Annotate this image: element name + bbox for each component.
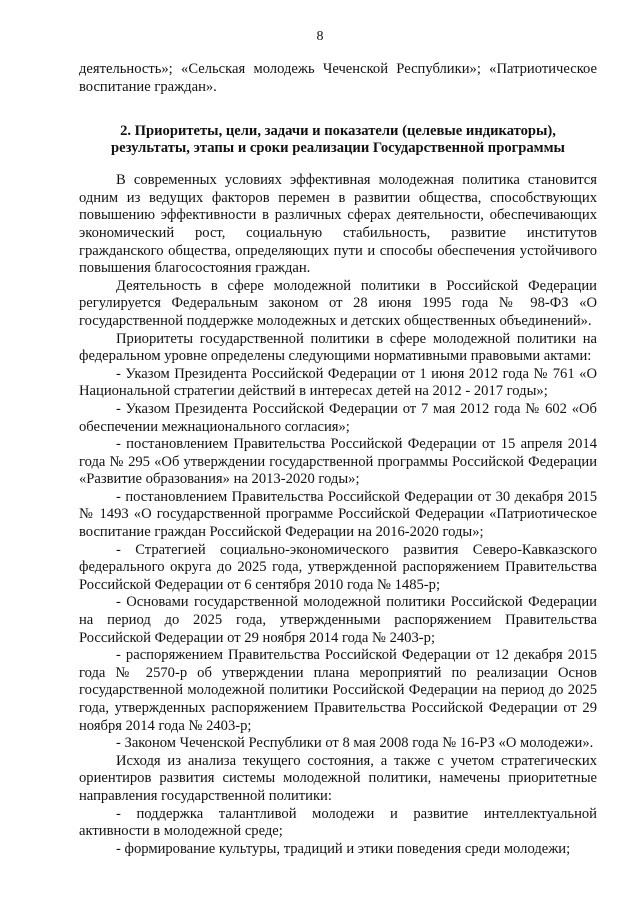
paragraph-federal-law: Деятельность в сфере молодежной политики в Российской Федерации регулируется Федеральным законом от 28 июня 1995 года № 98-ФЗ «О государственной поддержке молодежных и детских общественных объединений». <box>79 277 597 329</box>
list-item-decree-761: - Указом Президента Российской Федерации от 1 июня 2012 года № 761 «О Национальной стратегии действий в интересах детей на 2012 - 2017 годы»; <box>79 365 597 400</box>
paragraph-priorities-intro: Приоритеты государственной политики в сфере молодежной политики на федеральном уровне определены следующими нормативными правовыми актами: <box>79 330 597 365</box>
page-number: 8 <box>316 29 324 44</box>
list-item-chechen-law: - Законом Чеченской Республики от 8 мая 2008 года № 16-РЗ «О молодежи». <box>116 735 594 752</box>
list-item-youth-policy-basics: - Основами государственной молодежной политики Российской Федерации на период до 2025 года, утвержденными распоряжением Правительства Российской Федерации от 29 ноября 2014 года № 2403-р; <box>79 594 597 646</box>
section-heading <box>79 123 597 157</box>
paragraph-directions-intro: Исходя из анализа текущего состояния, а также с учетом стратегических ориентиров развития системы молодежной политики, намечены приоритетные направления государственной политики: <box>79 752 597 804</box>
intro-paragraph: деятельность»; «Сельская молодежь Чеченской Республики»; «Патриотическое воспитание граждан». <box>79 61 597 95</box>
paragraph-context: В современных условиях эффективная молодежная политика становится одним из ведущих факторов перемен в развитии общества, способствующих повышению эффективности в различных сферах деятельности, обеспечивающих экономический рост, социальную стабильность, развитие институтов гражданского общества, определяющих пути и способы обеспечения устойчивого повышения благосостояния граждан. <box>79 172 597 277</box>
list-item-strategy-nkfo: - Стратегией социально-экономического развития Северо-Кавказского федерального округа до 2025 года, утвержденной распоряжением Правительства Российской Федерации от 6 сентября 2010 года № 1485-р; <box>79 541 597 593</box>
page-content <box>79 61 597 858</box>
section-heading-line-2: результаты, этапы и сроки реализации Государственной программы <box>111 140 565 157</box>
section-heading-line-1: 2. Приоритеты, цели, задачи и показатели (целевые индикаторы), <box>120 123 556 140</box>
list-item-talented-youth: - поддержка талантливой молодежи и развитие интеллектуальной активности в молодежной среде; <box>79 805 597 840</box>
list-item-order-2570: - распоряжением Правительства Российской Федерации от 12 декабря 2015 года № 2570-р об утверждении плана мероприятий по реализации Основ государственной молодежной политики Российской Федерации на период до 2025 года, утвержденных распоряжением Правительства Российской Федерации от 29 ноября 2014 года № 2403-р; <box>79 647 597 734</box>
list-item-resolution-295: - постановлением Правительства Российской Федерации от 15 апреля 2014 года № 295 «Об утверждении государственной программы Российской Федерации «Развитие образования» на 2013-2020 годы»; <box>79 436 597 488</box>
list-item-culture-traditions: - формирование культуры, традиций и этики поведения среди молодежи; <box>116 840 571 857</box>
list-item-resolution-1493: - постановлением Правительства Российской Федерации от 30 декабря 2015 № 1493 «О государственной программе Российской Федерации «Патриотическое воспитание граждан Российской Федерации на 2016-2020 годы»; <box>79 488 597 541</box>
list-item-decree-602: - Указом Президента Российской Федерации от 7 мая 2012 года № 602 «Об обеспечении межнационального согласия»; <box>79 400 597 435</box>
